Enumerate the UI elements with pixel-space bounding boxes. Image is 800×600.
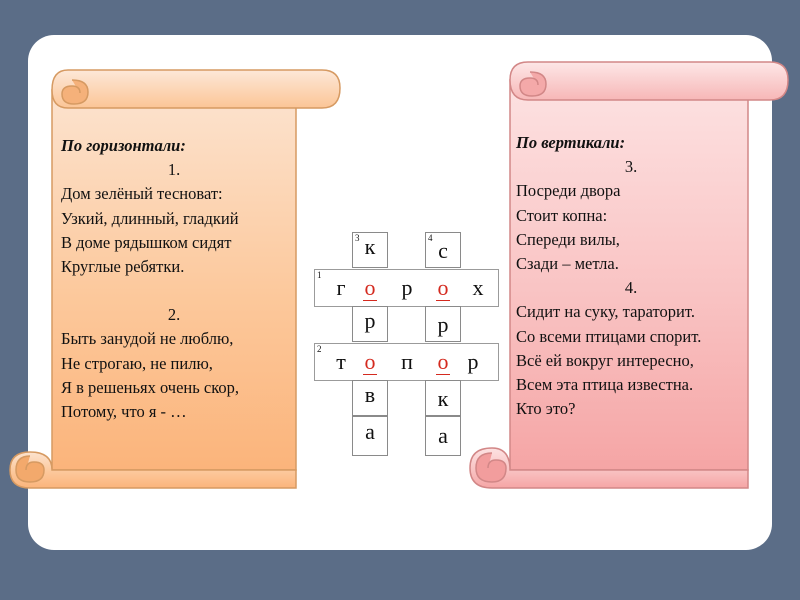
clue-3-line: Посреди двора [516, 181, 621, 201]
vertical-title: По вертикали: [516, 133, 626, 152]
clue-4-line: Сидит на суку, тараторит. [516, 302, 695, 322]
clue-3-line: Спереди вилы, [516, 229, 620, 249]
clue-1-line: В доме рядышком сидят [61, 232, 232, 252]
letter-w2-2: о [352, 344, 388, 380]
cell-number: 1 [317, 270, 322, 280]
horizontal-clues [61, 134, 287, 424]
clue-1-number: 1. [167, 160, 181, 180]
clue-4-line: Со всеми птицами спорит. [516, 326, 702, 346]
letter-w1-3: р [401, 275, 413, 300]
letter-w1-2: о [352, 270, 388, 306]
letter-w4-3: р [437, 312, 449, 337]
clue-1-line: Круглые ребятки. [61, 257, 185, 277]
clue-4-number: 4. [624, 278, 638, 298]
letter-w1-4: о [425, 270, 461, 306]
letter-w3-5: в [364, 382, 376, 407]
clue-4-line: Всё ей вокруг интересно, [516, 350, 694, 370]
clue-2-number: 2. [167, 305, 181, 325]
letter-w2-1: т [336, 349, 346, 374]
cell-number: 4 [428, 233, 433, 243]
clue-2-line: Потому, что я - … [61, 402, 187, 422]
clue-2-line: Не строгаю, не пилю, [61, 353, 213, 373]
letter-w2-5: р [467, 349, 479, 374]
letter-w3-6: а [365, 419, 375, 444]
letter-w4-6: а [438, 423, 448, 448]
clue-1-line: Дом зелёный тесноват: [61, 184, 223, 204]
clue-3-line: Сзади – метла. [516, 254, 619, 274]
clue-1-line: Узкий, длинный, гладкий [61, 208, 239, 228]
letter-w3-3: р [364, 308, 376, 333]
clue-2-line: Я в решеньях очень скор, [61, 377, 240, 397]
clue-4-line: Кто это? [516, 399, 576, 419]
letter-w1-1: г [336, 275, 346, 300]
vertical-clues [516, 131, 746, 421]
letter-w4-5: к [437, 386, 449, 411]
clue-4-line: Всем эта птица известна. [516, 375, 694, 395]
cell-number: 2 [317, 344, 322, 354]
letter-w1-5: х [472, 275, 484, 300]
horizontal-title: По горизонтали: [61, 136, 186, 155]
letter-w2-3: п [401, 349, 413, 374]
clue-3-line: Стоит копна: [516, 205, 608, 225]
clue-2-line: Быть занудой не люблю, [61, 329, 234, 349]
clue-3-number: 3. [624, 157, 638, 177]
letter-w2-4: о [425, 344, 461, 380]
cell-number: 3 [355, 233, 360, 243]
letter-w3-1: к [364, 234, 376, 259]
letter-w4-1: с [438, 238, 448, 263]
